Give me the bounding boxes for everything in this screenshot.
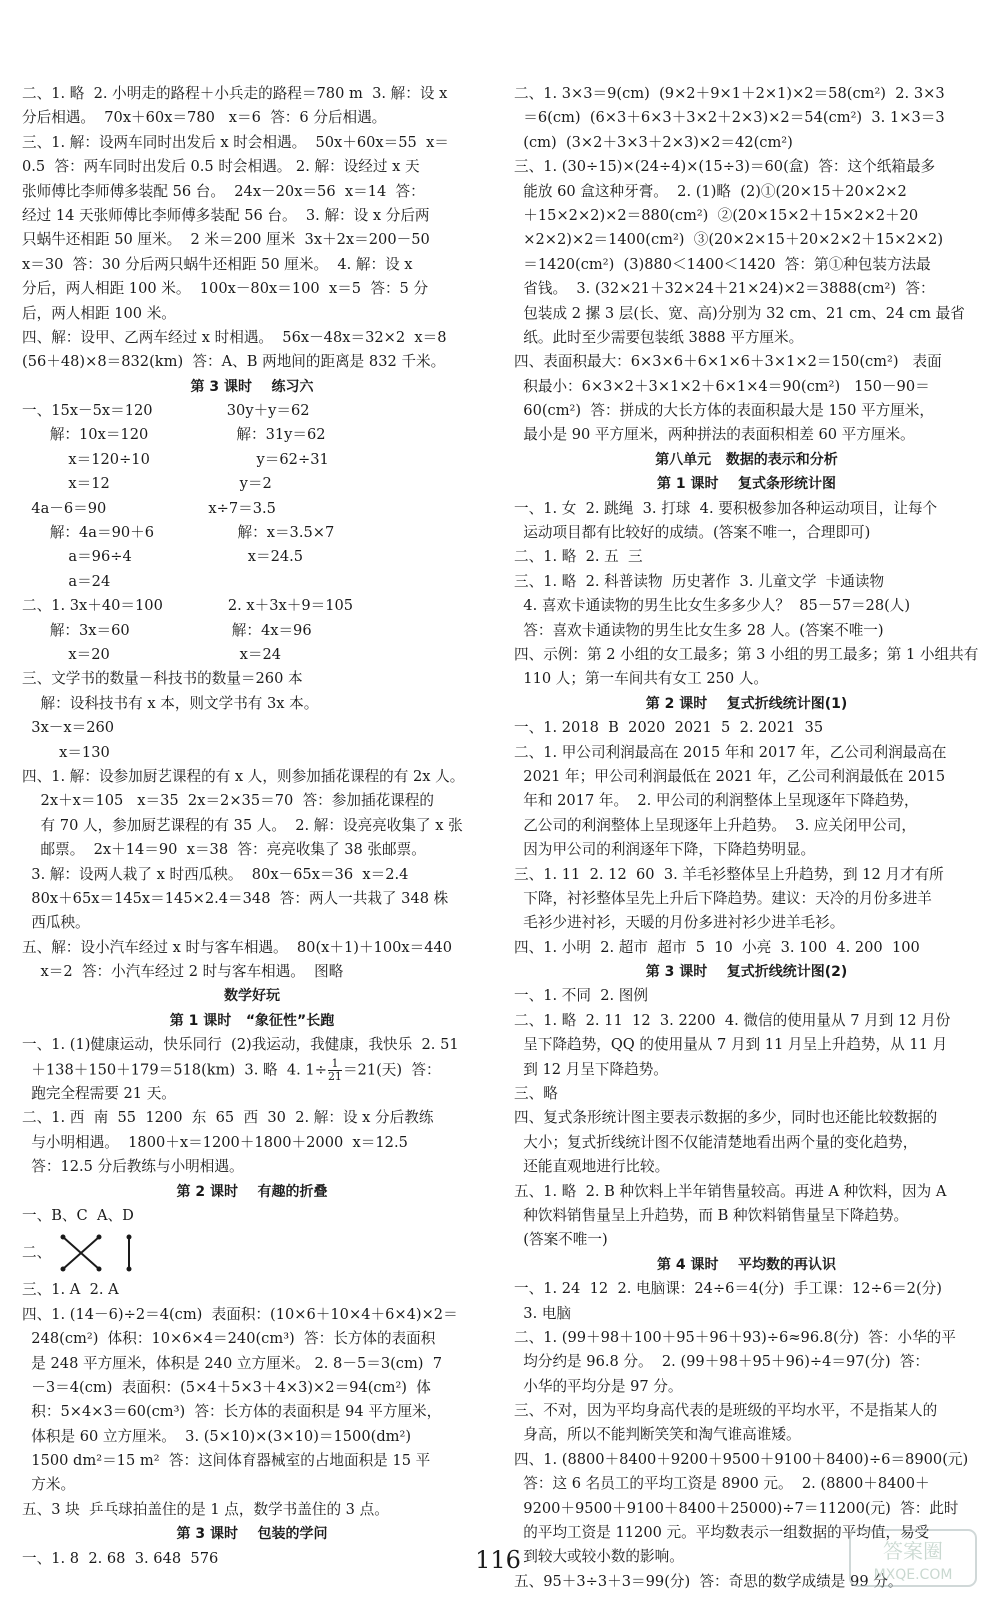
answer-line: ＝6(cm) (6×3＋6×3＋3×2＋2×3)×2＝54(cm²) 3. 1×3＝3 [514, 109, 945, 127]
answer-line: 二、1. (99＋98＋100＋95＋96＋93)÷6≈96.8(分) 答：小华的平 [514, 1328, 956, 1346]
answer-line: 一、1. (1)健康运动，快乐同行 (2)我运动，我健康，我快乐 2. 51 [22, 1036, 459, 1054]
answer-line: x＝30 答：30 分后两只蜗牛还相距 50 厘米。 4. 解：设 x [22, 255, 413, 273]
answer-line: 还能直观地进行比较。 [514, 1158, 670, 1176]
answer-line: a＝96÷4 x＝24.5 [22, 548, 304, 566]
answer-line: 小华的平均分是 97 分。 [514, 1377, 683, 1395]
cross-lines-diagram [59, 1233, 139, 1273]
answer-line: x＝20 x＝24 [22, 645, 282, 663]
answer-line: 一、B、C A、D [22, 1206, 134, 1224]
answer-line: x＝2 答：小汽车经过 2 时与客车相遇。 图略 [22, 963, 344, 981]
answer-line: 积最小：6×3×2＋3×1×2＋6×1×4＝90(cm²) 150－90＝ [514, 377, 930, 395]
answer-line: 体积是 60 立方厘米。 3. (5×10)×(3×10)＝1500(dm²) [22, 1427, 412, 1445]
watermark-logo [848, 1528, 978, 1588]
answer-line: 三、不对，因为平均身高代表的是班级的平均水平，不是指某人的 [514, 1402, 938, 1420]
answer-line: 省钱。 3. (32×21＋32×24＋21×24)×2＝3888(cm²) 答： [514, 280, 935, 298]
answer-line: 包装成 2 摞 3 层(长、宽、高)分别为 32 cm、21 cm、24 cm 最省 [514, 304, 965, 322]
answer-line: 到较大或较小数的影响。 [514, 1548, 684, 1566]
answer-line: 一、1. 不同 2. 图例 [514, 987, 648, 1005]
answer-line: 四、1. (8800＋8400＋9200＋9500＋9100＋8400)÷6＝8900(元) [514, 1450, 969, 1468]
answer-line: 因为甲公司的利润逐年下降，下降趋势明显。 [514, 841, 816, 859]
answer-line: (答案不唯一) [514, 1231, 608, 1249]
answer-line: 110 人；第一车间共有女工 250 人。 [514, 670, 769, 688]
answer-line: 四、解：设甲、乙两车经过 x 时相遇。 56x－48x＝32×2 x＝8 [22, 328, 447, 346]
answer-line: a＝24 [22, 572, 111, 590]
answer-line: 最小是 90 平方厘米，两种拼法的表面积相差 60 平方厘米。 [514, 426, 915, 444]
answer-line: 9200＋9500＋9100＋8400＋25000)÷7＝11200(元) 答：此时 [514, 1499, 959, 1517]
answer-line: ＝1420(cm²) (3)880＜1400＜1420 答：第①种包装方法最 [514, 255, 931, 273]
answer-line: 三、1. (30÷15)×(24÷4)×(15÷3)＝60(盒) 答：这个纸箱最多 [514, 158, 936, 176]
answer-line: 西瓜秧。 [22, 914, 90, 932]
answer-line: 解：10x＝120 解：31y＝62 [22, 426, 326, 444]
answer-line: 二、1. 甲公司利润最高在 2015 年和 2017 年，乙公司利润最高在 [514, 743, 947, 761]
fraction: $\frac{1}{21}$ [327, 1057, 342, 1083]
section-heading: 第 3 课时 复式折线统计图(2) [645, 964, 848, 981]
answer-line: 4. 喜欢卡通读物的男生比女生多多少人？ 85－57＝28(人) [514, 597, 911, 615]
answer-line: 三、1. 解：设两车同时出发后 x 时会相遇。 50x＋60x＝55 x＝ [22, 133, 449, 151]
answer-line: x＝130 [22, 743, 110, 761]
answer-line: 2x＋x＝105 x＝35 2x＝2×35＝70 答：参加插花课程的 [22, 792, 434, 810]
answer-line: 的平均工资是 11200 元。平均数表示一组数据的平均值，易受 [514, 1524, 930, 1542]
answer-line: 答：12.5 分后教练与小明相遇。 [22, 1158, 244, 1176]
answer-line: 60(cm²) 答：拼成的大长方体的表面积最大是 150 平方厘米， [514, 402, 934, 420]
answer-line: x＝12 y＝2 [22, 475, 272, 493]
answer-line: 三、1. 略 2. 科普读物 历史著作 3. 儿童文学 卡通读物 [514, 572, 885, 590]
answer-line: 一、1. 2018 B 2020 2021 5 2. 2021 35 [514, 719, 824, 737]
answer-line-with-fraction: ＋138＋150＋179＝518(km) 3. 略 4. 1÷ $\frac{1}{21}$ ＝21(天) 答： [22, 1057, 441, 1083]
answer-line: 五、3 块 乒乓球拍盖住的是 1 点，数学书盖住的 3 点。 [22, 1500, 389, 1518]
answer-line: 四、1. (14－6)÷2＝4(cm) 表面积：(10×6＋10×4＋6×4)×2＝ [22, 1305, 458, 1323]
section-heading: 第 1 课时 复式条形统计图 [657, 476, 836, 493]
answer-line: 解：4a＝90＋6 解：x＝3.5×7 [22, 524, 335, 542]
answer-line: 一、1. 24 12 2. 电脑课：24÷6＝4(分) 手工课：12÷6＝2(分) [514, 1280, 942, 1298]
answer-line: 2021 年；甲公司利润最低在 2021 年，乙公司利润最低在 2015 [514, 767, 946, 785]
left-column [22, 82, 482, 1571]
answer-line: 一、15x－5x＝120 30y＋y＝62 [22, 402, 310, 420]
answer-line: 分后，两人相距 100 米。 100x－80x＝100 x＝5 答：5 分 [22, 280, 429, 298]
answer-line: 运动项目都有比较好的成绩。(答案不唯一，合理即可) [514, 524, 871, 542]
section-heading: 第 4 课时 平均数的再认识 [657, 1256, 836, 1273]
answer-line: 二、1. 略 2. 11 12 3. 2200 4. 微信的使用量从 7 月到 12 月份 [514, 1011, 951, 1029]
page-number: 116 [475, 1546, 521, 1574]
answer-line: 纸。此时至少需要包装纸 3888 平方厘米。 [514, 328, 804, 346]
answer-line: 解：3x＝60 解：4x＝96 [22, 621, 312, 639]
answer-line: 到 12 月呈下降趋势。 [514, 1060, 668, 1078]
svg-text:MXQE.COM: MXQE.COM [873, 1567, 953, 1583]
answer-line: 3. 电脑 [514, 1304, 572, 1322]
answer-line: 下降，衬衫整体呈先上升后下降趋势。建议：天冷的月份多进羊 [514, 889, 932, 907]
section-heading: 第 1 课时 “象征性”长跑 [169, 1012, 335, 1029]
unit-heading: 第八单元 数据的表示和分析 [655, 451, 838, 468]
answer-line: 方米。 [22, 1476, 76, 1494]
right-column [514, 82, 979, 1594]
answer-line: 五、1. 略 2. B 种饮料上半年销售量较高。再进 A 种饮料，因为 A [514, 1182, 947, 1200]
answer-line: 跑完全程需要 21 天。 [22, 1085, 176, 1103]
answer-line: 是 248 平方厘米，体积是 240 立方厘米。 2. 8－5＝3(cm) 7 [22, 1354, 443, 1372]
answer-line: 经过 14 天张师傅比李师傅多装配 56 台。 3. 解：设 x 分后两 [22, 206, 430, 224]
answer-line: 毛衫少进衬衫，天暖的月份多进衬衫少进羊毛衫。 [514, 914, 845, 932]
answer-line: 三、略 [514, 1085, 558, 1103]
answer-line: 3. 解：设两人栽了 x 时西瓜秧。 80x－65x＝36 x＝2.4 [22, 865, 409, 883]
answer-line: 答：这 6 名员工的平均工资是 8900 元。 2. (8800＋8400＋ [514, 1475, 930, 1493]
answer-line: 分后相遇。 70x＋60x＝780 x＝6 答：6 分后相遇。 [22, 109, 387, 127]
answer-line: 呈下降趋势，QQ 的使用量从 7 月到 11 月呈上升趋势，从 11 月 [514, 1036, 948, 1054]
section-heading: 第 2 课时 复式折线统计图(1) [645, 695, 848, 712]
answer-line: 二、1. 略 2. 小明走的路程＋小兵走的路程＝780 m 3. 解：设 x [22, 85, 448, 102]
answer-line: 248(cm²) 体积：10×6×4＝240(cm³) 答：长方体的表面积 [22, 1330, 436, 1348]
answer-line: 四、1. 解：设参加厨艺课程的有 x 人，则参加插花课程的有 2x 人。 [22, 767, 465, 785]
section-heading: 第 3 课时 包装的学问 [176, 1526, 328, 1543]
answer-line: 五、95＋3÷3＋3＝99(分) 答：奇思的数学成绩是 99 分。 [514, 1572, 903, 1590]
svg-text:答案圈: 答案圈 [883, 1539, 943, 1563]
matching-figure: 二、 [22, 1228, 482, 1278]
answer-line: 年和 2017 年。 2. 甲公司的利润整体上呈现逐年下降趋势， [514, 792, 919, 810]
answer-line: 均分约是 96.8 分。 2. (99＋98＋95＋96)÷4＝97(分) 答： [514, 1353, 930, 1371]
answer-line: 三、1. A 2. A [22, 1281, 119, 1299]
answer-line: 积：5×4×3＝60(cm³) 答：长方体的表面积是 94 平方厘米， [22, 1403, 442, 1421]
answer-line: 种饮料销售量呈上升趋势，而 B 种饮料销售量呈下降趋势。 [514, 1206, 909, 1224]
answer-line: 四、1. 小明 2. 超市 超市 5 10 小亮 3. 100 4. 200 100 [514, 938, 920, 956]
answer-line: 二、1. 3×3＝9(cm) (9×2＋9×1＋2×1)×2＝58(cm²) 2. 3×3 [514, 85, 945, 102]
answer-line: 只蜗牛还相距 50 厘米。 2 米＝200 厘米 3x＋2x＝200－50 [22, 231, 430, 249]
answer-line: 答：喜欢卡通读物的男生比女生多 28 人。(答案不唯一) [514, 621, 884, 639]
answer-line: 3x－x＝260 [22, 719, 115, 737]
answer-line: 乙公司的利润整体上呈现逐年上升趋势。 3. 应关闭甲公司， [514, 816, 916, 834]
section-heading: 第 2 课时 有趣的折叠 [176, 1183, 328, 1200]
answer-line: 邮票。 2x＋14＝90 x＝38 答：亮亮收集了 38 张邮票。 [22, 841, 426, 859]
answer-line: 一、1. 女 2. 跳绳 3. 打球 4. 要积极参加各种运动项目，让每个 [514, 499, 938, 517]
section-heading: 数学好玩 [224, 988, 280, 1005]
answer-line: 后，两人相距 100 米。 [22, 304, 176, 322]
answer-line: 解：设科技书有 x 本，则文学书有 3x 本。 [22, 694, 319, 712]
answer-line: 三、文学书的数量－科技书的数量＝260 本 [22, 670, 303, 688]
answer-line: －3＝4(cm) 表面积：(5×4＋5×3＋4×3)×2＝94(cm²) 体 [22, 1378, 431, 1396]
answer-line: 四、表面积最大：6×3×6＋6×1×6＋3×1×2＝150(cm²) 表面 [514, 353, 942, 371]
answer-line: x＝120÷10 y＝62÷31 [22, 450, 329, 468]
answer-line: 三、1. 11 2. 12 60 3. 羊毛衫整体呈上升趋势，到 12 月才有所 [514, 865, 944, 883]
answer-line: 有 70 人，参加厨艺课程的有 35 人。 2. 解：设亮亮收集了 x 张 [22, 816, 463, 834]
answer-line: (cm) (3×2＋3×3＋2×3)×2＝42(cm²) [514, 133, 793, 151]
answer-line: 四、复式条形统计图主要表示数据的多少，同时也还能比较数据的 [514, 1109, 938, 1127]
answer-line: 二、1. 略 2. 五 三 [514, 548, 643, 566]
answer-line: 大小；复式折线统计图不仅能清楚地看出两个量的变化趋势， [514, 1133, 918, 1151]
answer-line: 一、1. 8 2. 68 3. 648 576 [22, 1549, 219, 1567]
answer-line: 4a－6＝90 x÷7＝3.5 [22, 499, 276, 517]
answer-line: 四、示例：第 2 小组的女工最多；第 3 小组的男工最多；第 1 小组共有 [514, 645, 979, 663]
answer-line: ＋15×2×2)×2＝880(cm²) ②(20×15×2＋15×2×2＋20 [514, 206, 919, 224]
answer-line: 身高，所以不能判断笑笑和淘气谁高谁矮。 [514, 1426, 801, 1444]
answer-line: (56＋48)×8＝832(km) 答：A、B 两地间的距离是 832 千米。 [22, 353, 446, 371]
answer-line: 张师傅比李师傅多装配 56 台。 24x－20x＝56 x＝14 答： [22, 182, 425, 200]
answer-line: 五、解：设小汽车经过 x 时与客车相遇。 80(x＋1)＋100x＝440 [22, 938, 453, 956]
answer-line: 80x＋65x＝145x＝145×2.4＝348 答：两人一共栽了 348 株 [22, 889, 449, 907]
answer-line: 1500 dm²＝15 m² 答：这间体育器械室的占地面积是 15 平 [22, 1452, 431, 1470]
answer-line: 二、1. 西 南 55 1200 东 65 西 30 2. 解：设 x 分后教练 [22, 1109, 434, 1127]
answer-line: 能放 60 盒这种牙膏。 2. (1)略 (2)①(20×15＋20×2×2 [514, 182, 907, 200]
answer-line: ×2×2)×2＝1400(cm²) ③(20×2×15＋20×2×2＋15×2×2) [514, 231, 944, 249]
section-heading: 第 3 课时 练习六 [190, 378, 314, 395]
answer-line: 与小明相遇。 1800＋x＝1200＋1800＋2000 x＝12.5 [22, 1133, 408, 1151]
answer-line: 二、1. 3x＋40＝100 2. x＋3x＋9＝105 [22, 597, 354, 615]
answer-line: 0.5 答：两车同时出发后 0.5 时会相遇。 2. 解：设经过 x 天 [22, 158, 420, 176]
